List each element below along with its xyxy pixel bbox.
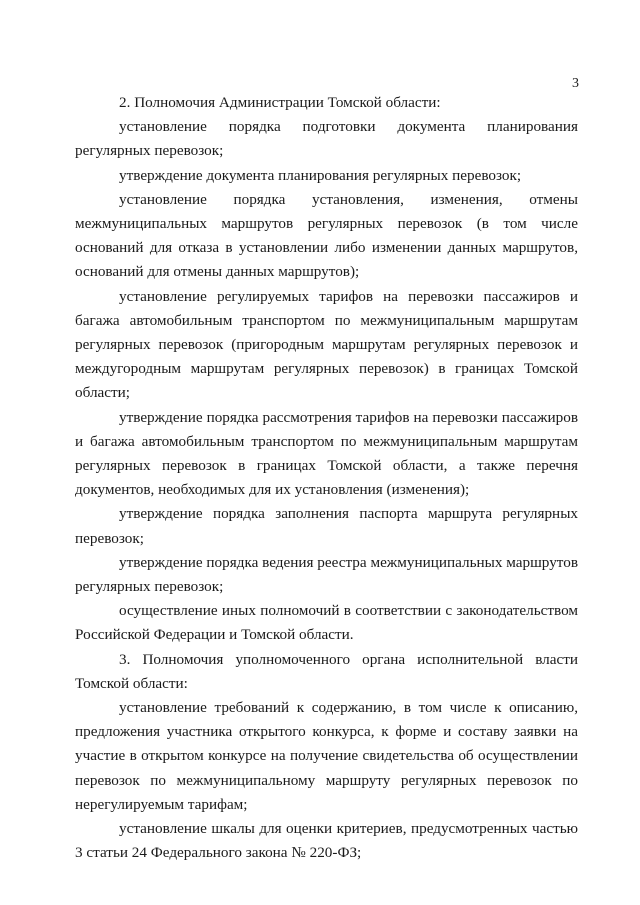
paragraph: утверждение документа планирования регулярных перевозок; — [119, 166, 522, 184]
section-heading-2: 2. Полномочия Администрации Томской области: — [119, 94, 441, 111]
paragraph: утверждение порядка заполнения паспорта маршрута регулярных перевозок; — [75, 505, 578, 547]
paragraph: установление требований к содержанию, в том числе к описанию, предложения участника открытого конкурса, к форме и составу заявки на участие в открытом конкурсе на получение свидетельства об осуществлении перевозок по межмуниципальному маршруту регулярных перевозок по нерегулируемым тарифам; — [75, 699, 578, 813]
paragraph: установление порядка подготовки документа планирования регулярных перевозок; — [75, 118, 578, 160]
paragraph: осуществление иных полномочий в соответствии с законодательством Российской Федерации и Томской области. — [75, 602, 578, 644]
page-number: 3 — [572, 76, 579, 91]
paragraph: установление шкалы для оценки критериев, предусмотренных частью 3 статьи 24 Федерального закона № 220-ФЗ; — [75, 820, 578, 862]
paragraph: утверждение порядка ведения реестра межмуниципальных маршрутов регулярных перевозок; — [75, 553, 578, 596]
section-heading-3: 3. Полномочия уполномоченного органа исполнительной власти Томской области: — [75, 650, 578, 692]
document-body — [75, 91, 578, 866]
paragraph: установление регулируемых тарифов на перевозки пассажиров и багажа автомобильным транспортом по межмуниципальным маршрутам регулярных перевозок (пригородным маршрутам регулярных перевозок и междугородным маршрутам регулярных перевозок) в границах Томской области; — [75, 287, 578, 402]
paragraph: утверждение порядка рассмотрения тарифов на перевозки пассажиров и багажа автомобильным транспортом по межмуниципальным маршрутам регулярных перевозок в границах Томской области, а также перечня документов, необходимых для их установления (изменения); — [75, 408, 578, 499]
paragraph: установление порядка установления, изменения, отмены межмуниципальных маршрутов регулярных перевозок (в том числе оснований для отказа в установлении либо изменении данных маршрутов, оснований для отмены данных маршрутов); — [75, 190, 578, 281]
